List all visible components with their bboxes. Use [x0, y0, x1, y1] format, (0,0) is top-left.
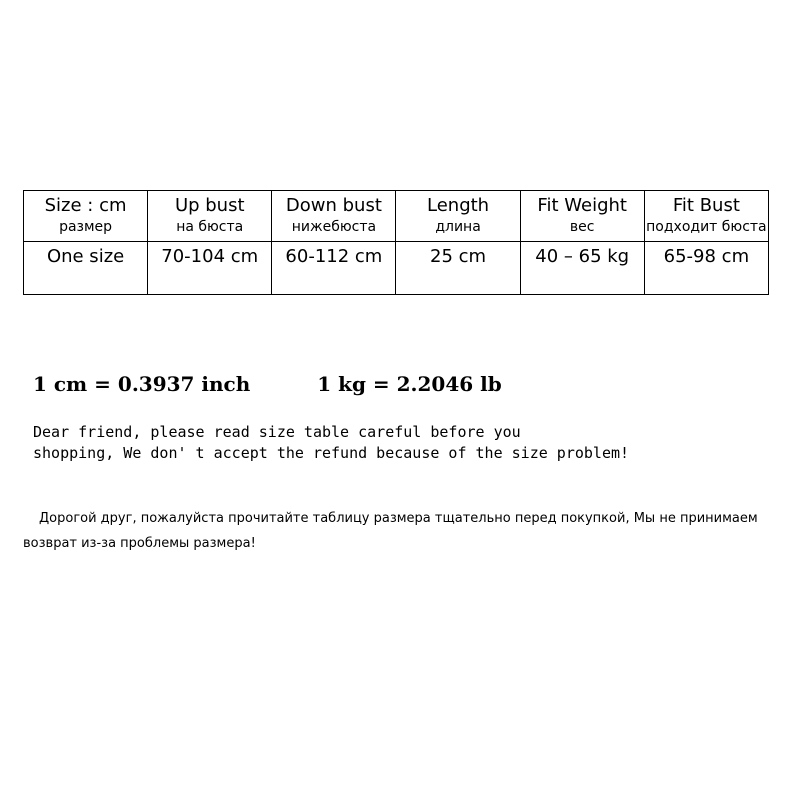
header-cell-length [396, 191, 520, 242]
table-cell [396, 242, 520, 295]
table-cell [148, 242, 272, 295]
header-label-en: Length [427, 195, 490, 216]
notice-english-line-1: Dear friend, please read size table careful before you [33, 423, 521, 441]
cell-value: 40 – 65 kg [535, 246, 630, 267]
header-label-ru: подходит бюста [646, 219, 767, 235]
cm-inch-conversion: 1 cm = 0.3937 inch [33, 372, 251, 396]
cell-value: 70-104 cm [161, 246, 259, 267]
table-header-row [24, 191, 769, 242]
header-cell-down-bust [272, 191, 396, 242]
unit-conversion [33, 372, 502, 396]
header-label-ru: длина [435, 219, 481, 235]
notice-english-line-2: shopping, We don' t accept the refund because of the size problem! [33, 444, 630, 462]
header-label-ru: нижебюста [291, 219, 377, 235]
cell-value: 65-98 cm [663, 246, 750, 267]
header-cell-fit-bust [644, 191, 768, 242]
notice-russian: Дорогой друг, пожалуйста прочитайте таблицу размера тщательно перед покупкой, Мы не принимаем возврат из-за проблемы размера! [23, 511, 758, 551]
header-label-en: Size : cm [44, 195, 127, 216]
cell-value: One size [46, 246, 125, 267]
header-cell-size [24, 191, 148, 242]
header-label-en: Fit Bust [672, 195, 740, 216]
table-cell [520, 242, 644, 295]
table-cell [24, 242, 148, 295]
cell-value: 60-112 cm [285, 246, 383, 267]
header-label-en: Up bust [174, 195, 245, 216]
header-cell-fit-weight [520, 191, 644, 242]
kg-lb-conversion: 1 kg = 2.2046 lb [317, 372, 502, 396]
table-cell [272, 242, 396, 295]
header-label-ru: на бюста [176, 219, 244, 235]
header-cell-up-bust [148, 191, 272, 242]
header-label-en: Fit Weight [537, 195, 627, 216]
size-table [23, 190, 769, 295]
table-cell [644, 242, 768, 295]
cell-value: 25 cm [430, 246, 487, 267]
header-label-ru: вес [569, 219, 595, 235]
header-label-ru: размер [59, 219, 113, 235]
table-row [24, 242, 769, 295]
header-label-en: Down bust [285, 195, 382, 216]
notice-english [33, 422, 783, 464]
